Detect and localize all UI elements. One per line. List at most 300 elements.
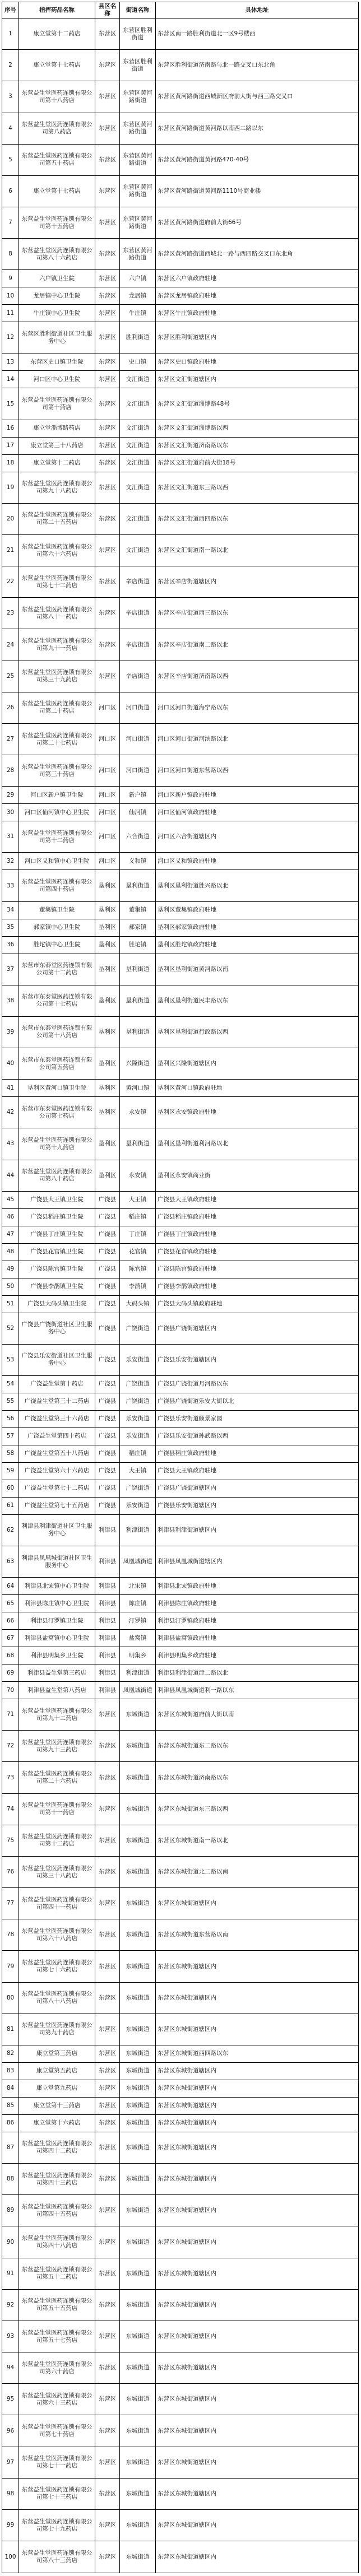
cell-district: 东营区 (95, 2541, 120, 2573)
cell-name: 广饶县乐安街道社区卫生服务中心 (19, 1344, 95, 1375)
cell-name: 东营益生堂医药连锁有限公司第十一药店 (19, 1793, 95, 1825)
cell-address: 河口区河口街道东营路以西 (156, 755, 359, 787)
cell-no: 88 (2, 2164, 19, 2195)
cell-no: 28 (2, 755, 19, 787)
cell-address: 东营区辛店街道西三路以东 (156, 598, 359, 629)
cell-street: 胜坨镇 (120, 936, 156, 954)
cell-street: 东城街道 (120, 1982, 156, 2014)
cell-no: 25 (2, 661, 19, 692)
table-row (2, 1295, 359, 1313)
cell-street: 文汇街道 (120, 420, 156, 437)
cell-name: 康立堂第十七药店 (19, 50, 95, 81)
cell-address: 东营区六户镇政府驻地 (156, 270, 359, 287)
cell-address: 东营区东城街道辖区内 (156, 2321, 359, 2352)
cell-address: 东营区东城街道辖区内 (156, 2258, 359, 2289)
cell-no: 40 (2, 1048, 19, 1080)
cell-no: 47 (2, 1226, 19, 1243)
cell-name: 广饶县丁庄镇卫生院 (19, 1226, 95, 1243)
cell-district: 广饶县 (95, 1243, 120, 1261)
cell-address: 东营区东城街道辖区内 (156, 2014, 359, 2045)
cell-street: 六户镇 (120, 270, 156, 287)
cell-district: 东营区 (95, 2014, 120, 2045)
cell-street: 东营区黄河路街道 (120, 175, 156, 207)
header-address: 具体地址 (156, 2, 359, 18)
cell-street: 乐安街道 (120, 1344, 156, 1375)
cell-street: 东营区黄河路街道 (120, 239, 156, 270)
cell-street: 东城街道 (120, 2014, 156, 2045)
cell-street: 广饶街道 (120, 1313, 156, 1344)
cell-district: 东营区 (95, 144, 120, 175)
cell-address: 东营区东城街道东营路以南 (156, 1919, 359, 1951)
cell-no: 9 (2, 270, 19, 287)
cell-name: 东营益生堂医药连锁有限公司第九十一药店 (19, 629, 95, 661)
cell-name: 东营益生堂医药连锁有限公司第九十三药店 (19, 1731, 95, 1762)
cell-district: 利津县 (95, 1546, 120, 1578)
cell-street: 东城街道 (120, 2045, 156, 2062)
cell-name: 康立堂第十二药店 (19, 18, 95, 50)
cell-district: 广饶县 (95, 1497, 120, 1514)
cell-address: 东营区胜利街道济南路与北一路交叉口东北角 (156, 50, 359, 81)
cell-address: 东营区文汇街道济南路以东 (156, 437, 359, 454)
table-row (2, 113, 359, 144)
cell-no: 29 (2, 787, 19, 804)
cell-address: 垦利区永安镇政府驻地 (156, 1097, 359, 1128)
cell-address: 东营区东城街道辖区内 (156, 1888, 359, 1919)
cell-district: 垦利区 (95, 936, 120, 954)
cell-district: 利津县 (95, 1514, 120, 1546)
cell-address: 东营区东城街道辖区内 (156, 2384, 359, 2415)
table-row (2, 1888, 359, 1919)
cell-street: 垦利街道 (120, 870, 156, 901)
cell-address: 河口区河口街道河滨路以北 (156, 723, 359, 755)
cell-address: 东营区东城街道辖区内 (156, 2352, 359, 2384)
cell-district: 东营区 (95, 2352, 120, 2384)
table-row (2, 2541, 359, 2573)
cell-address: 东营区黄河路街道西城北一路与西四路交叉口东北角 (156, 239, 359, 270)
cell-address: 东营区黄河路街道黄河路以南西二路以东 (156, 113, 359, 144)
cell-district: 利津县 (95, 1682, 120, 1699)
cell-address: 东营区东城街道辖区内 (156, 2062, 359, 2080)
cell-no: 58 (2, 1445, 19, 1462)
cell-address: 广饶县广饶街道乐安大街以北 (156, 1393, 359, 1410)
cell-street: 东城街道 (120, 2447, 156, 2478)
cell-no: 83 (2, 2062, 19, 2080)
cell-street: 大码头镇 (120, 1295, 156, 1313)
cell-district: 广饶县 (95, 1393, 120, 1410)
cell-name: 东营益生堂医药连锁有限公司第四十药店 (19, 870, 95, 901)
cell-no: 5 (2, 144, 19, 175)
cell-district: 东营区 (95, 534, 120, 566)
cell-name: 康立堂第三十八药店 (19, 437, 95, 454)
cell-district: 东营区 (95, 287, 120, 305)
cell-name: 广饶益生堂第四十药店 (19, 1428, 95, 1445)
cell-no: 89 (2, 2195, 19, 2226)
cell-name: 东营益生堂医药连锁有限公司第八十药店 (19, 1160, 95, 1191)
cell-no: 66 (2, 1612, 19, 1630)
cell-district: 东营区 (95, 629, 120, 661)
cell-name: 利津县利津街道社区卫生服务中心 (19, 1514, 95, 1546)
cell-street: 利津街道 (120, 1514, 156, 1546)
table-row (2, 1160, 359, 1191)
cell-no: 64 (2, 1578, 19, 1595)
cell-address: 东营区文汇街道辖区内 (156, 371, 359, 388)
cell-address: 东营区东城街道东三路以西 (156, 1793, 359, 1825)
cell-street: 文汇街道 (120, 472, 156, 503)
cell-name: 广饶益生堂第七十二药店 (19, 1480, 95, 1497)
cell-address: 广饶县李鹊镇政府驻地 (156, 1278, 359, 1295)
cell-district: 东营区 (95, 18, 120, 50)
cell-no: 26 (2, 692, 19, 723)
cell-address: 东营区东城街道辖区内 (156, 2541, 359, 2573)
table-row (2, 2114, 359, 2132)
cell-street: 史口镇 (120, 354, 156, 371)
cell-no: 78 (2, 1919, 19, 1951)
cell-street: 乐安街道 (120, 1497, 156, 1514)
cell-district: 广饶县 (95, 1428, 120, 1445)
cell-district: 河口区 (95, 755, 120, 787)
table-row (2, 1856, 359, 1887)
cell-address: 广饶县陈官镇政府驻地 (156, 1261, 359, 1278)
cell-no: 21 (2, 534, 19, 566)
cell-street: 胜利街道 (120, 322, 156, 354)
cell-street: 河口街道 (120, 755, 156, 787)
table-row (2, 2321, 359, 2352)
cell-no: 75 (2, 1825, 19, 1856)
table-row (2, 2195, 359, 2226)
cell-address: 河口区六合街道辖区内 (156, 821, 359, 853)
cell-street: 东城街道 (120, 2062, 156, 2080)
cell-name: 东营益生堂医药连锁有限公司第七十九药店 (19, 2509, 95, 2541)
cell-no: 53 (2, 1344, 19, 1375)
cell-name: 东营益生堂医药连锁有限公司第四十五药店 (19, 2195, 95, 2226)
cell-street: 辛店街道 (120, 566, 156, 598)
cell-district: 广饶县 (95, 1278, 120, 1295)
table-row (2, 1445, 359, 1462)
cell-no: 22 (2, 566, 19, 598)
cell-no: 1 (2, 18, 19, 50)
cell-no: 77 (2, 1888, 19, 1919)
cell-street: 永安镇 (120, 1097, 156, 1128)
cell-district: 东营区 (95, 420, 120, 437)
cell-no: 31 (2, 821, 19, 853)
table-row (2, 1919, 359, 1951)
table-row (2, 2097, 359, 2114)
cell-no: 20 (2, 503, 19, 534)
table-row (2, 18, 359, 50)
cell-name: 广饶县大王镇卫生院 (19, 1191, 95, 1208)
cell-district: 河口区 (95, 821, 120, 853)
cell-no: 19 (2, 472, 19, 503)
cell-name: 利津县陈庄镇中心卫生院 (19, 1595, 95, 1612)
header-street: 街道名称 (120, 2, 156, 18)
cell-address: 东营区东城街道辖区内 (156, 2132, 359, 2163)
cell-no: 99 (2, 2509, 19, 2541)
cell-name: 利津县明集乡卫生院 (19, 1647, 95, 1664)
cell-district: 河口区 (95, 692, 120, 723)
table-row (2, 2062, 359, 2080)
cell-district: 东营区 (95, 2080, 120, 2097)
cell-name: 东营益生堂医药连锁有限公司第二十药店 (19, 692, 95, 723)
cell-street: 东营区胜利街道 (120, 18, 156, 50)
cell-no: 96 (2, 2415, 19, 2447)
cell-district: 东营区 (95, 1919, 120, 1951)
cell-name: 利津县凤凰城街道社区卫生服务中心 (19, 1546, 95, 1578)
cell-street: 东城街道 (120, 2114, 156, 2132)
cell-street: 东城街道 (120, 2289, 156, 2321)
table-row (2, 1480, 359, 1497)
cell-address: 东营区东城街道府前大街以南 (156, 1699, 359, 1731)
cell-no: 79 (2, 1951, 19, 1982)
cell-district: 东营区 (95, 305, 120, 322)
cell-no: 100 (2, 2541, 19, 2573)
cell-street: 文汇街道 (120, 534, 156, 566)
cell-no: 67 (2, 1630, 19, 1647)
cell-district: 广饶县 (95, 1226, 120, 1243)
cell-street: 东城街道 (120, 2478, 156, 2509)
cell-street: 东城街道 (120, 2321, 156, 2352)
cell-street: 利津街道 (120, 1664, 156, 1682)
cell-district: 垦利区 (95, 919, 120, 936)
table-row (2, 1612, 359, 1630)
cell-no: 90 (2, 2226, 19, 2258)
table-row (2, 81, 359, 113)
cell-street: 陈庄镇 (120, 1595, 156, 1612)
cell-street: 东城街道 (120, 1762, 156, 1793)
cell-name: 东营益生堂医药连锁有限公司第四十八药店 (19, 2226, 95, 2258)
cell-name: 广饶县稻庄镇卫生院 (19, 1208, 95, 1226)
cell-address: 东营区东城街道辖区内 (156, 2195, 359, 2226)
table-row (2, 598, 359, 629)
table-row (2, 1344, 359, 1375)
table-row (2, 472, 359, 503)
cell-district: 垦利区 (95, 901, 120, 919)
cell-street: 东城街道 (120, 1731, 156, 1762)
table-row (2, 1699, 359, 1731)
cell-name: 广饶县李鹊镇卫生院 (19, 1278, 95, 1295)
cell-district: 东营区 (95, 1699, 120, 1731)
cell-address: 广饶县丁庄镇政府驻地 (156, 1226, 359, 1243)
cell-no: 73 (2, 1762, 19, 1793)
table-row (2, 853, 359, 870)
cell-name: 康立堂第五药店 (19, 2062, 95, 2080)
cell-street: 文汇街道 (120, 437, 156, 454)
cell-no: 32 (2, 853, 19, 870)
cell-district: 东营区 (95, 2415, 120, 2447)
cell-name: 东营益生堂医药连锁有限公司第六十六药店 (19, 534, 95, 566)
cell-address: 广饶县广饶街道辖区内 (156, 1480, 359, 1497)
cell-name: 东营益生堂医药连锁有限公司第三十九药店 (19, 661, 95, 692)
cell-no: 42 (2, 1097, 19, 1128)
cell-name: 东营益生堂医药连锁有限公司第十八药店 (19, 81, 95, 113)
cell-district: 东营区 (95, 2478, 120, 2509)
cell-no: 84 (2, 2080, 19, 2097)
cell-district: 东营区 (95, 2132, 120, 2163)
cell-name: 东营益生堂医药连锁有限公司第三十八药店 (19, 1856, 95, 1887)
cell-address: 东营区文汇街道南一路以北 (156, 534, 359, 566)
cell-district: 东营区 (95, 388, 120, 420)
cell-name: 利津县益生堂第八药店 (19, 1682, 95, 1699)
cell-street: 垦利街道 (120, 985, 156, 1016)
cell-name: 东营益生堂医药连锁有限公司第四十一药店 (19, 1888, 95, 1919)
cell-no: 91 (2, 2258, 19, 2289)
table-row (2, 420, 359, 437)
cell-name: 广饶县花官镇卫生院 (19, 1243, 95, 1261)
table-row (2, 1825, 359, 1856)
table-row (2, 1462, 359, 1480)
cell-address: 东营区文汇街道西四路以东 (156, 503, 359, 534)
table-row (2, 1682, 359, 1699)
table-row (2, 1191, 359, 1208)
cell-no: 12 (2, 322, 19, 354)
table-row (2, 305, 359, 322)
cell-district: 东营区 (95, 472, 120, 503)
cell-no: 44 (2, 1160, 19, 1191)
cell-name: 六户镇卫生院 (19, 270, 95, 287)
table-row (2, 1731, 359, 1762)
cell-address: 东营区龙居镇政府驻地 (156, 287, 359, 305)
cell-address: 垦利区黄河口镇政府驻地 (156, 1080, 359, 1097)
cell-street: 东营区胜利街道 (120, 50, 156, 81)
cell-no: 36 (2, 936, 19, 954)
cell-district: 利津县 (95, 1595, 120, 1612)
pharmacy-table (2, 2, 359, 2573)
cell-name: 东营益生堂医药连锁有限公司第五十七药店 (19, 2321, 95, 2352)
header-no: 序号 (2, 2, 19, 18)
table-row (2, 936, 359, 954)
cell-no: 6 (2, 175, 19, 207)
cell-name: 东营益生堂医药连锁有限公司第十九药店 (19, 1128, 95, 1160)
cell-district: 广饶县 (95, 1295, 120, 1313)
table-row (2, 1080, 359, 1097)
cell-no: 54 (2, 1375, 19, 1393)
cell-no: 33 (2, 870, 19, 901)
cell-name: 东营益生堂医药连锁有限公司第八药店 (19, 113, 95, 144)
cell-name: 东营市东泰堂医药连锁有限公司第五药店 (19, 1048, 95, 1080)
cell-address: 广饶县稻庄镇政府驻地 (156, 1445, 359, 1462)
cell-district: 广饶县 (95, 1445, 120, 1462)
cell-district: 东营区 (95, 437, 120, 454)
cell-name: 东营区史口镇卫生院 (19, 354, 95, 371)
cell-district: 垦利区 (95, 1128, 120, 1160)
cell-no: 70 (2, 1682, 19, 1699)
cell-street: 永安镇 (120, 1160, 156, 1191)
cell-street: 辛店街道 (120, 629, 156, 661)
cell-name: 康立堂淄博路药店 (19, 420, 95, 437)
table-row (2, 1514, 359, 1546)
cell-street: 东城街道 (120, 2384, 156, 2415)
cell-district: 利津县 (95, 1612, 120, 1630)
cell-district: 广饶县 (95, 1191, 120, 1208)
cell-district: 东营区 (95, 598, 120, 629)
cell-name: 利津县汀罗镇卫生院 (19, 1612, 95, 1630)
table-row (2, 1578, 359, 1595)
cell-address: 利津县明集乡政府驻地 (156, 1647, 359, 1664)
cell-district: 东营区 (95, 566, 120, 598)
cell-street: 大王镇 (120, 1462, 156, 1480)
cell-no: 11 (2, 305, 19, 322)
cell-district: 利津县 (95, 1578, 120, 1595)
table-row (2, 1762, 359, 1793)
cell-address: 河口区河口街道海宁路以东 (156, 692, 359, 723)
cell-street: 垦利街道 (120, 1016, 156, 1048)
cell-no: 13 (2, 354, 19, 371)
table-row (2, 723, 359, 755)
cell-address: 东营区胜利街道辖区内 (156, 322, 359, 354)
cell-street: 新户镇 (120, 787, 156, 804)
table-row (2, 2164, 359, 2195)
cell-no: 80 (2, 1982, 19, 2014)
cell-address: 垦利区垦利街道民丰路以东 (156, 985, 359, 1016)
cell-no: 41 (2, 1080, 19, 1097)
table-row (2, 1226, 359, 1243)
table-row (2, 787, 359, 804)
cell-address: 东营区东城街道北二路以南 (156, 1856, 359, 1887)
cell-name: 东营市东泰堂医药连锁有限公司第十二药店 (19, 954, 95, 985)
cell-name: 广饶益生堂第三十六药店 (19, 1410, 95, 1428)
cell-name: 东营益生堂医药连锁有限公司第八十一药店 (19, 598, 95, 629)
cell-address: 东营区东城街道济南路以东 (156, 1762, 359, 1793)
cell-district: 东营区 (95, 1856, 120, 1887)
cell-name: 康立堂第十七药店 (19, 175, 95, 207)
cell-street: 东营区黄河路街道 (120, 207, 156, 239)
cell-no: 43 (2, 1128, 19, 1160)
table-row (2, 354, 359, 371)
table-row (2, 629, 359, 661)
cell-street: 李鹊镇 (120, 1278, 156, 1295)
cell-no: 2 (2, 50, 19, 81)
cell-no: 45 (2, 1191, 19, 1208)
cell-name: 垦利区黄河口镇卫生院 (19, 1080, 95, 1097)
cell-name: 东营益生堂医药连锁有限公司第二十五药店 (19, 503, 95, 534)
cell-address: 垦利区垦利街道行政路以西 (156, 1016, 359, 1048)
cell-district: 广饶县 (95, 1462, 120, 1480)
table-row (2, 50, 359, 81)
cell-street: 垦利街道 (120, 1128, 156, 1160)
table-row (2, 207, 359, 239)
cell-no: 92 (2, 2289, 19, 2321)
cell-name: 东营益生堂医药连锁有限公司第六十八药店 (19, 1919, 95, 1951)
cell-no: 10 (2, 287, 19, 305)
cell-name: 康立堂第三药店 (19, 2045, 95, 2062)
cell-address: 河口区新户镇政府驻地 (156, 787, 359, 804)
cell-address: 利津县陈庄镇政府驻地 (156, 1595, 359, 1612)
cell-address: 利津县盐窝镇政府驻地 (156, 1630, 359, 1647)
cell-street: 河口街道 (120, 692, 156, 723)
table-row (2, 1278, 359, 1295)
table-row (2, 1261, 359, 1278)
cell-name: 东营益生堂医药连锁有限公司第八十八药店 (19, 1982, 95, 2014)
table-row (2, 2478, 359, 2509)
cell-district: 广饶县 (95, 1261, 120, 1278)
cell-name: 东营益生堂医药连锁有限公司第五十二药店 (19, 2258, 95, 2289)
cell-name: 东营益生堂医药连锁有限公司第九十药店 (19, 2014, 95, 2045)
cell-name: 东营益生堂医药连锁有限公司第五十五药店 (19, 2289, 95, 2321)
table-row (2, 692, 359, 723)
cell-no: 48 (2, 1243, 19, 1261)
cell-no: 69 (2, 1664, 19, 1682)
cell-no: 68 (2, 1647, 19, 1664)
cell-no: 38 (2, 985, 19, 1016)
table-row (2, 566, 359, 598)
cell-address: 垦利区郝家镇政府驻地 (156, 919, 359, 936)
cell-address: 东营区东城街道辖区内 (156, 2097, 359, 2114)
cell-district: 东营区 (95, 1951, 120, 1982)
cell-no: 63 (2, 1546, 19, 1578)
cell-no: 18 (2, 454, 19, 472)
cell-no: 61 (2, 1497, 19, 1514)
cell-address: 垦利区垦利街道胜兴路以北 (156, 870, 359, 901)
cell-address: 河口区仙河镇政府驻地 (156, 804, 359, 821)
